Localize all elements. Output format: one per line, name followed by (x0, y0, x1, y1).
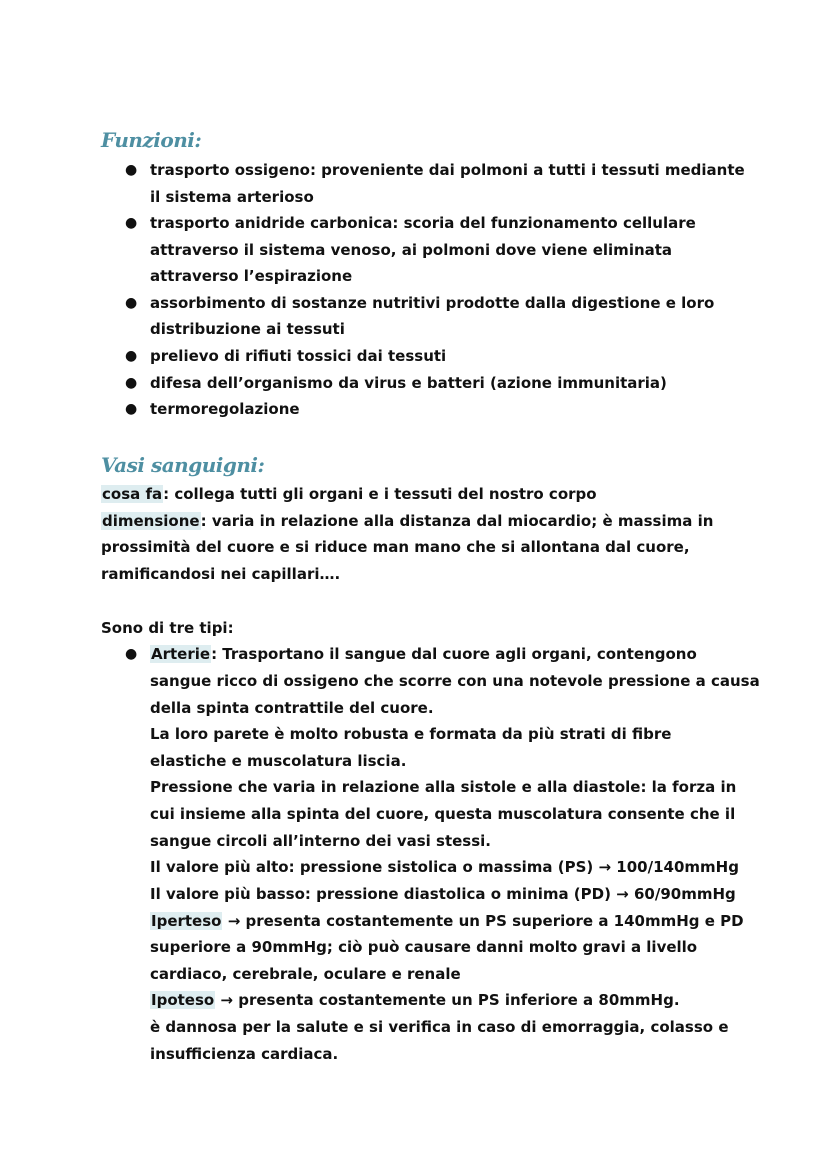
iperteso-first-text: → presenta costantemente un PS superiore a 140mmHg e PD (222, 912, 744, 930)
cosa-fa-text: : collega tutti gli organi e i tessuti del nostro corpo (163, 485, 597, 503)
bullet-icon: ● (125, 215, 138, 231)
arterie-line-4: La loro parete è molto robusta e formata da più strati di fibre (150, 725, 672, 743)
funzioni-item-4-line-1: prelievo di rifiuti tossici dai tessuti (150, 347, 447, 365)
bullet-icon: ● (125, 375, 138, 391)
tipi-line: Sono di tre tipi: (101, 619, 234, 637)
arterie-line-2: sangue ricco di ossigeno che scorre con una notevole pressione a causa (150, 672, 760, 690)
dimensione-term: dimensione (102, 512, 200, 530)
cosa-fa-line (101, 481, 597, 508)
vasi-heading: Vasi sanguigni: (101, 453, 265, 477)
ipoteso-first-text: → presenta costantemente un PS inferiore a 80mmHg. (215, 991, 680, 1009)
arterie-line-3: della spinta contrattile del cuore. (150, 699, 434, 717)
ipoteso-line-2: è dannosa per la salute e si verifica in caso di emorraggia, colasso e (150, 1018, 729, 1036)
arterie-line-5: elastiche e muscolatura liscia. (150, 752, 407, 770)
bullet-icon: ● (125, 162, 138, 178)
ipoteso-line-3: insufficienza cardiaca. (150, 1045, 339, 1063)
dimensione-line-2: prossimità del cuore e si riduce man mano che si allontana dal cuore, (101, 538, 690, 556)
funzioni-heading: Funzioni: (101, 128, 202, 152)
arterie-line (150, 641, 697, 668)
funzioni-item-1-line-1: trasporto ossigeno: proveniente dai polmoni a tutti i tessuti mediante (150, 161, 745, 179)
funzioni-item-2-line-1: trasporto anidride carbonica: scoria del funzionamento cellulare (150, 214, 696, 232)
iperteso-line-3: cardiaco, cerebrale, oculare e renale (150, 965, 461, 983)
arterie-first-text: : Trasportano il sangue dal cuore agli organi, contengono (211, 645, 697, 663)
dimensione-line (101, 508, 713, 535)
funzioni-item-3-line-2: distribuzione ai tessuti (150, 320, 345, 338)
funzioni-item-2-line-3: attraverso l’espirazione (150, 267, 353, 285)
bullet-icon: ● (125, 401, 138, 417)
bullet-icon: ● (125, 646, 138, 662)
funzioni-item-6-line-1: termoregolazione (150, 400, 300, 418)
funzioni-item-1-line-2: il sistema arterioso (150, 188, 314, 206)
arterie-term: Arterie (151, 645, 211, 663)
arterie-line-9: Il valore più alto: pressione sistolica o massima (PS) → 100/140mmHg (150, 858, 739, 876)
arterie-line-6: Pressione che varia in relazione alla sistole e alla diastole: la forza in (150, 778, 737, 796)
funzioni-item-2-line-2: attraverso il sistema venoso, ai polmoni dove viene eliminata (150, 241, 673, 259)
ipoteso-term: Ipoteso (151, 991, 215, 1009)
dimensione-line-3: ramificandosi nei capillari…. (101, 565, 341, 583)
cosa-fa-term: cosa fa (102, 485, 163, 503)
ipoteso-line (150, 987, 680, 1014)
funzioni-item-3-line-1: assorbimento di sostanze nutritivi prodotte dalla digestione e loro (150, 294, 715, 312)
iperteso-line-2: superiore a 90mmHg; ciò può causare danni molto gravi a livello (150, 938, 698, 956)
iperteso-term: Iperteso (151, 912, 222, 930)
bullet-icon: ● (125, 348, 138, 364)
arterie-line-7: cui insieme alla spinta del cuore, questa muscolatura consente che il (150, 805, 736, 823)
funzioni-item-5-line-1: difesa dell’organismo da virus e batteri (azione immunitaria) (150, 374, 667, 392)
arterie-line-10: Il valore più basso: pressione diastolica o minima (PD) → 60/90mmHg (150, 885, 736, 903)
bullet-icon: ● (125, 295, 138, 311)
iperteso-line (150, 908, 744, 935)
dimensione-text: : varia in relazione alla distanza dal miocardio; è massima in (200, 512, 714, 530)
arterie-line-8: sangue circoli all’interno dei vasi stessi. (150, 832, 491, 850)
